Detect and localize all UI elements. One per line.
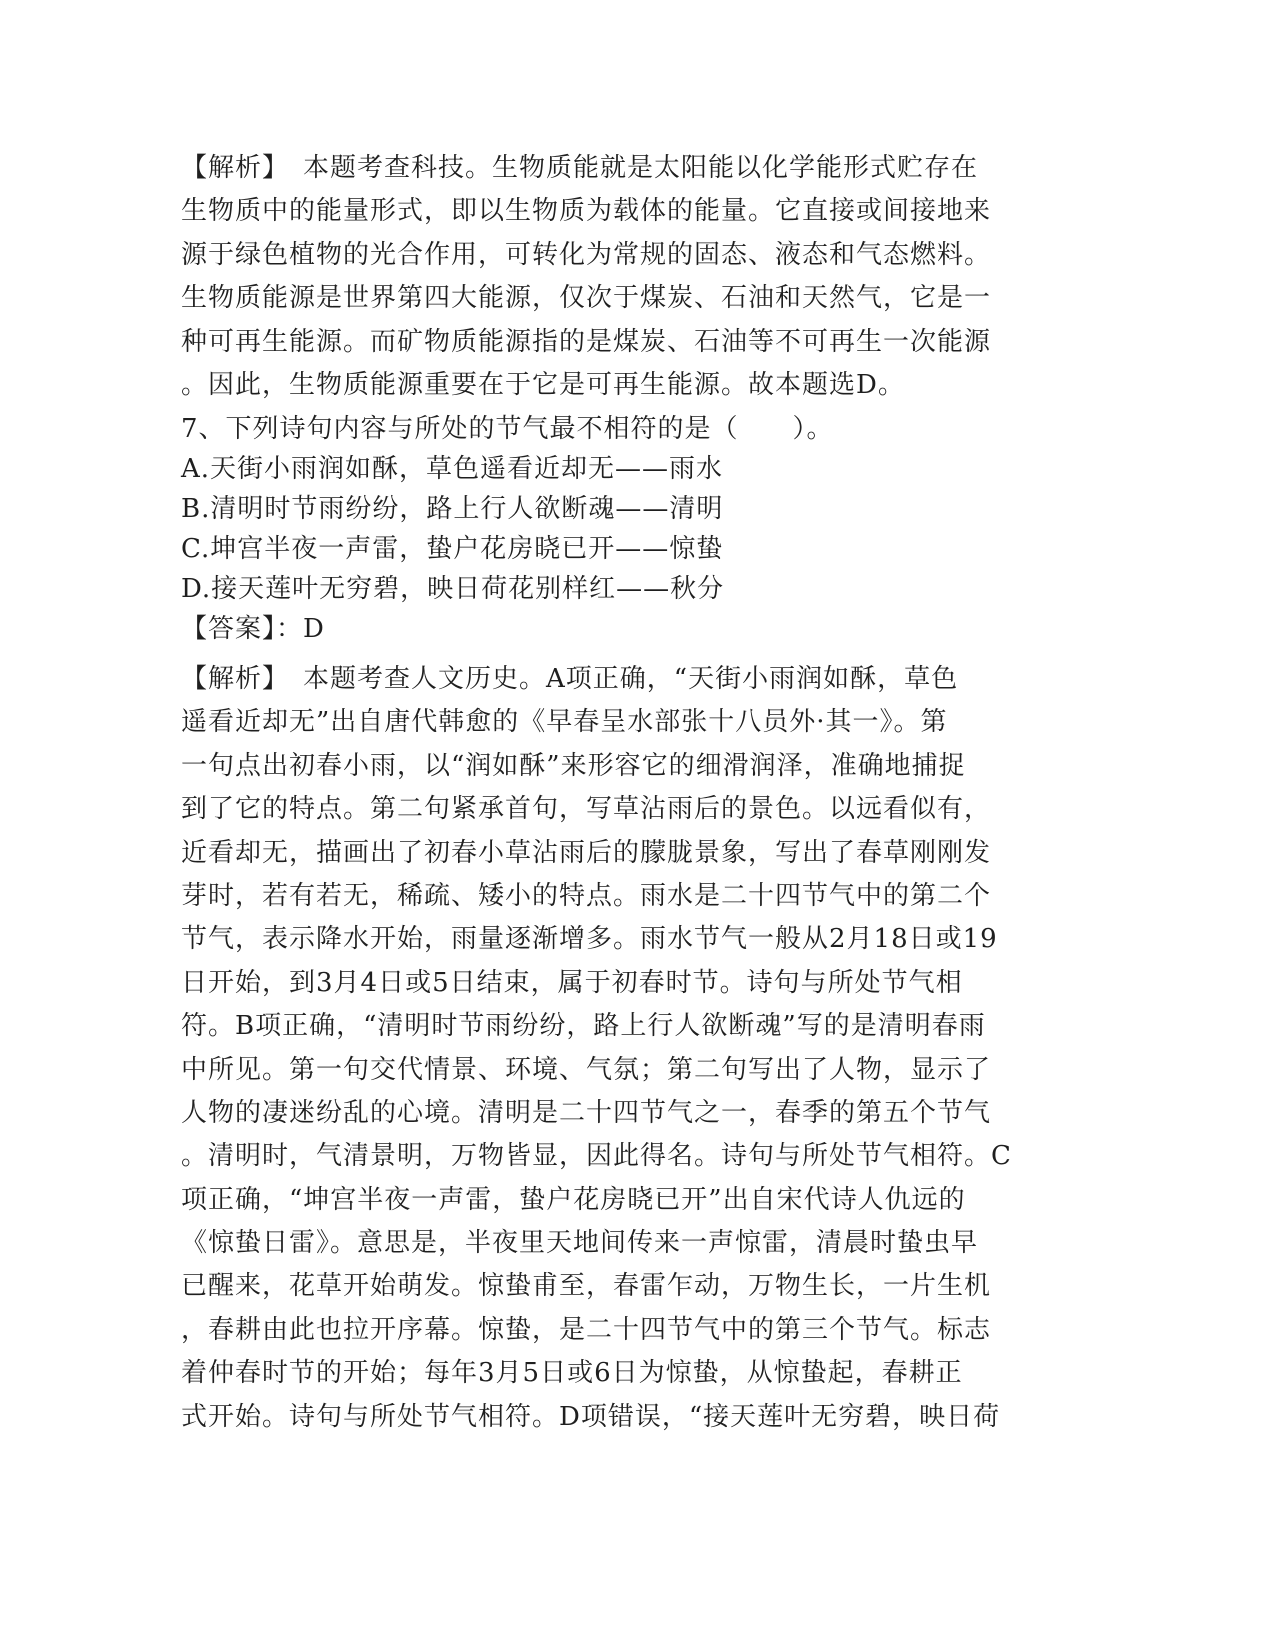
text-line: 式开始。诗句与所处节气相符。D项错误，“接天莲叶无穷碧，映日荷 <box>181 1401 1001 1432</box>
text-line: 芽时，若有若无，稀疏、矮小的特点。雨水是二十四节气中的第二个 <box>181 880 992 911</box>
option-c: C.坤宫半夜一声雷，蛰户花房晓已开——惊蛰 <box>181 534 724 564</box>
option-d: D.接天莲叶无穷碧，映日荷花别样红——秋分 <box>181 574 725 604</box>
text-line: 项正确，“坤宫半夜一声雷，蛰户花房晓已开”出自宋代诗人仇远的 <box>181 1184 966 1215</box>
text-line: 遥看近却无”出自唐代韩愈的《早春呈水部张十八员外·其一》。第 <box>181 707 948 738</box>
analysis-paragraph-1 <box>181 147 1041 407</box>
text-line: 《惊蛰日雷》。意思是，半夜里天地间传来一声惊雷，清晨时蛰虫早 <box>181 1228 979 1259</box>
text-line: 生物质中的能量形式，即以生物质为载体的能量。它直接或间接地来 <box>181 196 992 227</box>
text-line: 中所见。第一句交代情景、环境、气氛；第二句写出了人物，显示了 <box>181 1054 992 1085</box>
text-line: 节气，表示降水开始，雨量逐渐增多。雨水节气一般从2月18日或19 <box>181 924 998 955</box>
text-line: 种可再生能源。而矿物质能源指的是煤炭、石油等不可再生一次能源 <box>181 326 992 357</box>
text-line: 着仲春时节的开始；每年3月5日或6日为惊蛰，从惊蛰起，春耕正 <box>181 1358 963 1389</box>
text-line: 。清明时，气清景明，万物皆显，因此得名。诗句与所处节气相符。C <box>181 1141 1012 1172</box>
text-line: 【解析】 本题考查科技。生物质能就是太阳能以化学能形式贮存在 <box>181 153 979 183</box>
analysis-paragraph-2 <box>181 658 1041 1439</box>
text-line: 到了它的特点。第二句紧承首句，写草沾雨后的景色。以远看似有， <box>181 794 992 825</box>
question-stem: 7、下列诗句内容与所处的节气最不相符的是（ ）。 <box>181 414 834 444</box>
text-line: 近看却无，描画出了初春小草沾雨后的朦胧景象，写出了春草刚刚发 <box>181 837 992 868</box>
text-line: 人物的凄迷纷乱的心境。清明是二十四节气之一，春季的第五个节气 <box>181 1097 992 1128</box>
text-line: 。因此，生物质能源重要在于它是可再生能源。故本题选D。 <box>181 369 905 400</box>
option-a: A.天街小雨润如酥，草色遥看近却无——雨水 <box>181 454 724 484</box>
text-line: 日开始，到3月4日或5日结束，属于初春时节。诗句与所处节气相 <box>181 967 963 998</box>
text-line: 一句点出初春小雨，以“润如酥”来形容它的细滑润泽，准确地捕捉 <box>181 750 966 781</box>
answer-line: 【答案】：D <box>181 614 325 644</box>
text-line: 【解析】 本题考查人文历史。A项正确，“天街小雨润如酥，草色 <box>181 664 959 694</box>
text-line: 符。B项正确，“清明时节雨纷纷，路上行人欲断魂”写的是清明春雨 <box>181 1011 986 1042</box>
text-line: 源于绿色植物的光合作用，可转化为常规的固态、液态和气态燃料。 <box>181 239 992 270</box>
question-7 <box>181 409 1041 649</box>
text-line: 生物质能源是世界第四大能源，仅次于煤炭、石油和天然气，它是一 <box>181 283 992 314</box>
text-line: ，春耕由此也拉开序幕。惊蛰，是二十四节气中的第三个节气。标志 <box>181 1314 992 1345</box>
text-line: 已醒来，花草开始萌发。惊蛰甫至，春雷乍动，万物生长，一片生机 <box>181 1271 992 1302</box>
option-b: B.清明时节雨纷纷，路上行人欲断魂——清明 <box>181 494 724 524</box>
